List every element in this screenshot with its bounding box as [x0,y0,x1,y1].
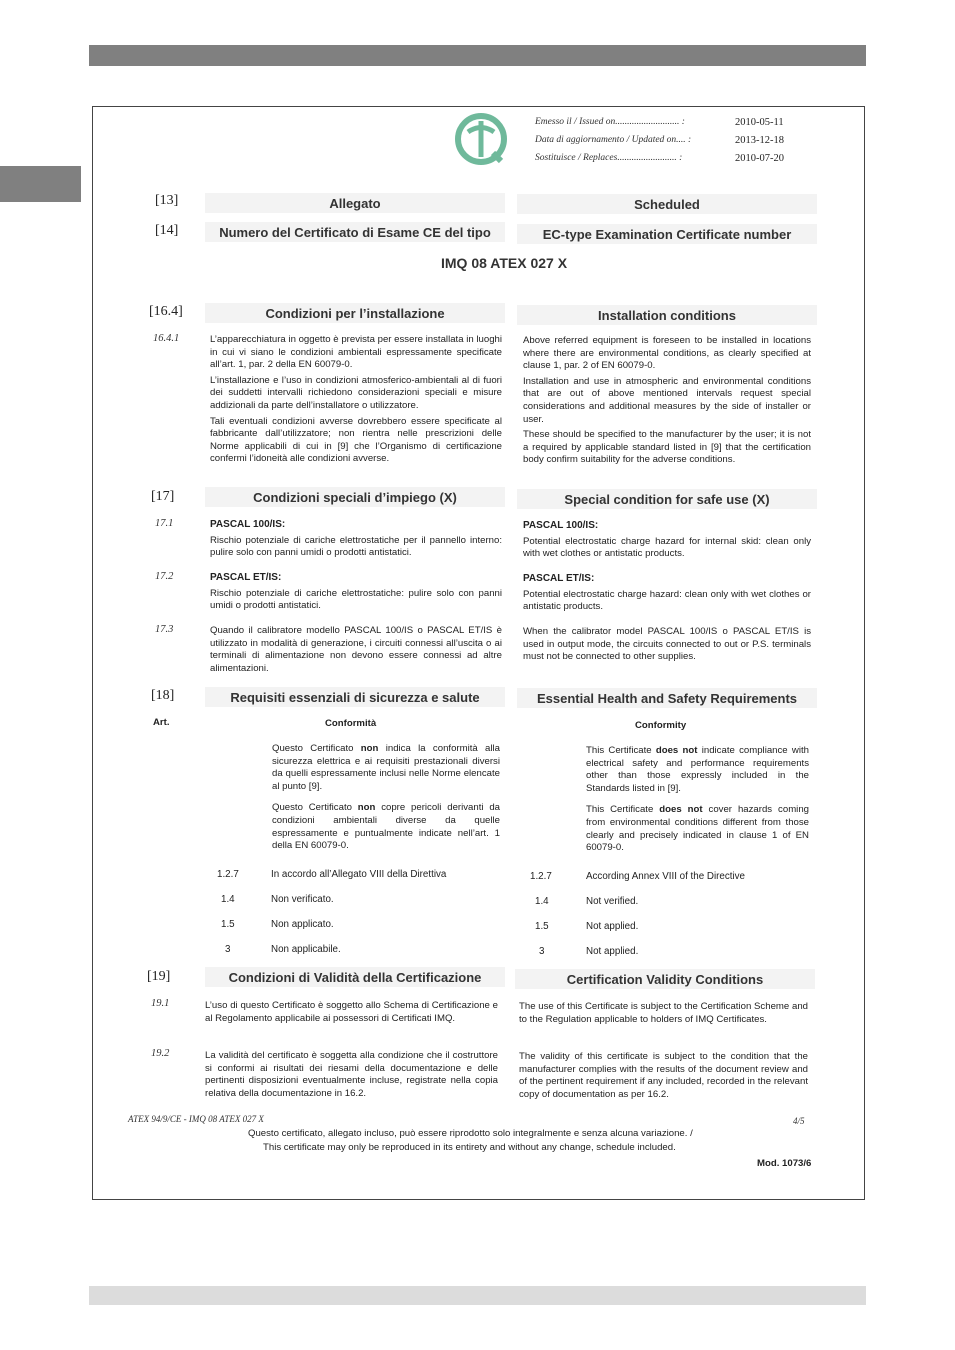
validity-19-1-it: L’uso di questo Certificato è soggetto allo Schema di Certificazione e al Regolamento applicabile ai possessori di Certificati IMQ. [205,1000,498,1024]
issued-value: 2010-05-11 [735,117,784,128]
installation-en-p1: Above referred equipment is foreseen to be installed in locations where there are environmental conditions, as clearly specified at clause 1, par. 2 of EN 60079-0. [523,335,811,372]
section-17-title-it: Condizioni speciali d’impiego (X) [205,487,505,507]
article-header: Art. [153,717,170,728]
row-3-text-en: Not applied. [586,921,639,932]
conformity-header-it: Conformità [325,718,377,729]
row-3-text-it: Non applicato. [271,919,334,930]
installation-text-it [210,334,502,469]
row-1-article-en: 1.2.7 [530,871,552,882]
page-number: 4/5 [793,1116,805,1126]
section-13-title-it: Allegato [205,193,505,213]
section-16-4-title-it: Condizioni per l’installazione [205,303,505,323]
section-19-title-en: Certification Validity Conditions [515,969,815,989]
condition-17-3-it: Quando il calibratore modello PASCAL 100/IS o PASCAL ET/IS è utilizzato in modalità di generazione, i circuiti connessi all’uscita o ai terminali di alimentazione non devono essere connessi ad altre alimentazioni. [210,625,502,674]
installation-it-p3: Tali eventuali condizioni avverse dovrebbero essere specificate al fabbricante dall’utilizzatore; non rientra nelle prescrizioni delle Norme applicabili di cui in [9] che l’Organismo di certificazione confermi l’idoneità alle condizioni avverse. [210,415,502,465]
row-2-article-en: 1.4 [535,896,549,907]
section-17-number: [17] [151,489,175,504]
row-3-article-en: 1.5 [535,921,549,932]
row-4-article-it: 3 [225,944,231,955]
section-14-title-en: EC-type Examination Certificate number [517,224,817,244]
row-1-article-it: 1.2.7 [217,869,239,880]
replaces-label: Sostituisce / Replaces......................... : [535,153,683,163]
footer-bar [89,1286,866,1305]
installation-en-p3: These should be specified to the manufacturer by the user; it is not a required by applicable standard listed in [9] that the certification body confirm suitability for the adverse conditions. [523,429,811,466]
installation-it-p1: L’apparecchiatura in oggetto è prevista per essere installata in luoghi in cui vi siano le condizioni ambientali espressamente specificate all’art. 1, par. 2 della EN 60079-0. [210,334,502,371]
conf-en-1c: indicate compliance with electrical safety and performance requirements other than those expressly included in the Standards listed in [9]. [586,745,809,794]
condition-17-3-en: When the calibrator model PASCAL 100/IS o PASCAL ET/IS is used in output mode, the circuits connected to out or P.S. terminals must not be connected to other supplies. [523,626,811,663]
condition-17-2-en [523,573,811,617]
subsection-17-1-number: 17.1 [155,518,174,529]
conf-en-2a: This Certificate [586,804,654,816]
conf-en-1a: This Certificate [586,745,652,756]
section-18-title-en: Essential Health and Safety Requirements [517,688,817,708]
row-3-article-it: 1.5 [221,919,235,930]
updated-value: 2013-12-18 [735,135,784,146]
row-2-text-en: Not verified. [586,896,639,907]
certificate-number: IMQ 08 ATEX 027 X [441,255,568,271]
row-1-text-en: According Annex VIII of the Directive [586,871,746,882]
conformity-text-en [586,745,809,858]
conf-it-2a: Questo Certificato [272,802,352,814]
installation-en-p2: Installation and use in atmospheric and environmental conditions that are out of above mentioned intervals request special considerations and additional measures by the side of installer or user. [523,375,811,425]
condition-17-1-heading-en: PASCAL 100/IS: [523,520,599,531]
conf-it-1c: indica la conformità alla sicurezza elettrica e ai requisiti prestazionali diversi da quelli espressamente inclusi nelle Norme elencate al punto [9]. [272,743,500,792]
reproduction-notice-it: Questo certificato, allegato incluso, può essere riprodotto solo integralmente e senza alcuna variazione. / [248,1128,693,1139]
row-4-text-en: Not applied. [586,946,639,957]
installation-it-p2: L’installazione e l’uso in condizioni atmosferico-ambientali al di fuori dei suddetti intervalli richiedono considerazioni speciali e misure addizionali da parte dell’installatore o utilizzatore. [210,374,502,411]
condition-17-2-heading-en: PASCAL ET/IS: [523,573,595,584]
row-1-text-it: In accordo all’Allegato VIII della Direttiva [271,869,447,880]
conf-en-2c: cover hazards coming from environmental conditions different from those clearly and precisely indicated in clause 1 of EN 60079-0. [586,804,809,854]
section-14-title-it: Numero del Certificato di Esame CE del tipo [205,222,505,242]
validity-19-2-it: La validità del certificato è soggetta alla condizione che il costruttore si conformi ai risultati dei riesami della documentazione e delle pertinenti disposizioni eventualmente incluse, registrate nella copia relativa della documentazione in 16.2. [205,1050,498,1099]
conformity-text-it [272,743,500,856]
conf-it-1b: non [360,743,379,754]
condition-17-2-text-en: Potential electrostatic charge hazard: clean only with wet clothes or antistatic products. [523,588,811,613]
section-13-number: [13] [155,193,179,208]
condition-17-1-text-it: Rischio potenziale di cariche elettrostatiche per il pannello interno: pulire solo con panni umidi o prodotti antistatici. [210,534,502,559]
header-bar [89,45,866,66]
section-19-number: [19] [147,969,171,984]
condition-17-1-en [523,520,811,564]
certificate-reference: ATEX 94/9/CE - IMQ 08 ATEX 027 X [128,1114,264,1124]
row-4-article-en: 3 [539,946,545,957]
row-4-text-it: Non applicabile. [271,944,341,955]
validity-19-2-en: The validity of this certificate is subject to the condition that the manufacturer complies with the results of the document review and of the pertinent requirement if any included, recorded in the relevant copy of documentation as per 16.2. [519,1051,808,1100]
condition-17-2-text-it: Rischio potenziale di cariche elettrostatiche: pulire solo con panni umidi o prodotti antistatici. [210,587,502,612]
issued-label: Emesso il / Issued on........................... : [535,117,685,127]
conformity-header-en: Conformity [635,720,687,731]
subsection-16-4-1-number: 16.4.1 [153,333,180,344]
condition-17-1-heading-it: PASCAL 100/IS: [210,519,286,530]
condition-17-2-it [210,572,502,616]
conf-en-2b: does not [659,804,703,816]
conf-it-2c: copre pericoli derivanti da condizioni ambientali diverse da quelle espressamente e puntualmente indicate nell’art. 1 della EN 60079-0. [272,802,500,852]
condition-17-1-text-en: Potential electrostatic charge hazard for internal skid: clean only with wet clothes or antistatic products. [523,535,811,560]
certificate-page [92,106,865,1200]
section-17-title-en: Special condition for safe use (X) [517,489,817,509]
imq-logo-icon [455,113,507,165]
condition-17-1-it [210,519,502,563]
section-16-4-title-en: Installation conditions [517,305,817,325]
row-2-article-it: 1.4 [221,894,235,905]
subsection-17-2-number: 17.2 [155,571,174,582]
section-13-title-en: Scheduled [517,194,817,214]
section-16-4-number: [16.4] [149,304,183,319]
reproduction-notice-en: This certificate may only be reproduced in its entirety and without any change, schedule included. [263,1142,676,1153]
subsection-19-2-number: 19.2 [151,1048,170,1059]
chapter-tab [0,166,81,202]
conf-it-1a: Questo Certificato [272,743,354,754]
installation-text-en [523,335,811,470]
subsection-19-1-number: 19.1 [151,998,170,1009]
section-18-number: [18] [151,688,175,703]
conf-en-1b: does not [655,745,698,756]
replaces-value: 2010-07-20 [735,153,784,164]
row-2-text-it: Non verificato. [271,894,334,905]
section-19-title-it: Condizioni di Validità della Certificazione [205,967,505,987]
section-14-number: [14] [155,223,179,238]
form-model-number: Mod. 1073/6 [757,1158,812,1169]
condition-17-2-heading-it: PASCAL ET/IS: [210,572,282,583]
conf-it-2b: non [357,802,376,814]
section-18-title-it: Requisiti essenziali di sicurezza e salute [205,687,505,707]
validity-19-1-en: The use of this Certificate is subject to the Certification Scheme and to the Regulation applicable to holders of IMQ Certificates. [519,1001,808,1025]
updated-label: Data di aggiornamento / Updated on.... : [535,135,692,145]
subsection-17-3-number: 17.3 [155,624,174,635]
